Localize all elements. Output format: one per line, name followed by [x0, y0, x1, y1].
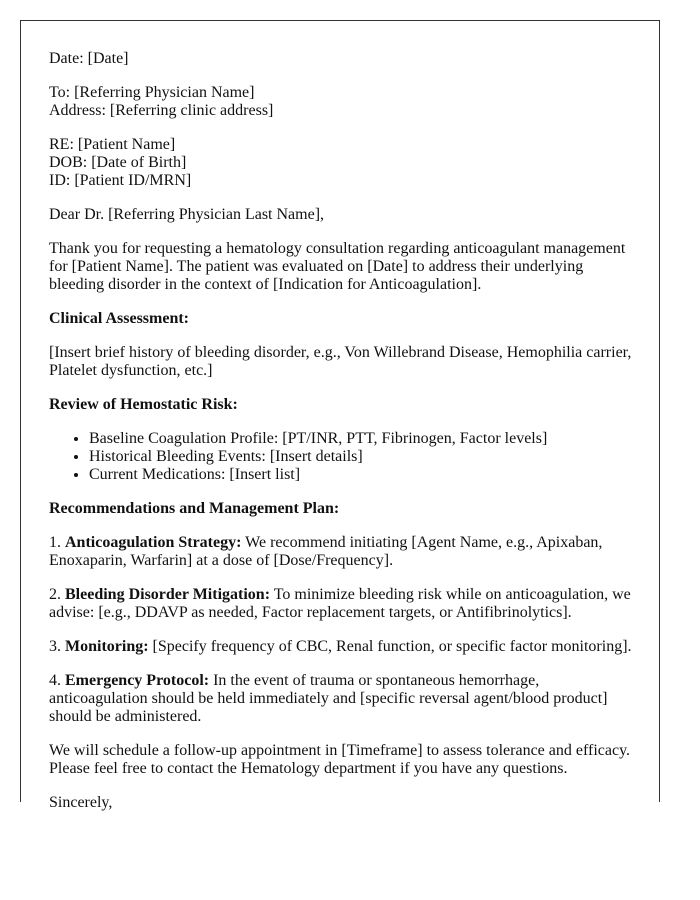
recommendation-item — [49, 638, 639, 656]
item-text: We recommend initiating [Agent Name, e.g., Apixaban, Enoxaparin, Warfarin] at a dose of [Dose/Frequency]. — [49, 534, 603, 569]
item-title: Anticoagulation Strategy: — [65, 534, 242, 551]
list-item: • Historical Bleeding Events: [Insert details] — [89, 448, 639, 466]
recipient-address: Address: [Referring clinic address] — [49, 102, 274, 119]
list-item: • Current Medications: [Insert list] — [89, 466, 639, 484]
item-number: 3. — [49, 638, 65, 655]
recommendation-item — [49, 672, 639, 726]
list-item: • Baseline Coagulation Profile: [PT/INR, PTT, Fibrinogen, Factor levels] — [89, 430, 639, 448]
signoff: Sincerely, — [49, 794, 113, 811]
recommendation-item — [49, 586, 639, 622]
letter-content — [49, 50, 639, 828]
item-number: 4. — [49, 672, 65, 689]
item-text: [Specify frequency of CBC, Renal function, or specific factor monitoring]. — [148, 638, 632, 655]
clinical-assessment-body: [Insert brief history of bleeding disorder, e.g., Von Willebrand Disease, Hemophilia carrier, Platelet dysfunction, etc.] — [49, 344, 632, 379]
item-title: Emergency Protocol: — [65, 672, 210, 689]
letter-page — [20, 20, 660, 811]
hemostatic-risk-list — [49, 430, 639, 484]
item-text: To minimize bleeding risk while on anticoagulation, we advise: [e.g., DDAVP as needed, Factor replacement targets, or Antifibrinolytics]. — [49, 586, 631, 621]
patient-id: ID: [Patient ID/MRN] — [49, 172, 192, 189]
item-title: Monitoring: — [65, 638, 149, 655]
item-text: In the event of trauma or spontaneous hemorrhage, anticoagulation should be held immediately and [specific reversal agent/blood product] should be administered. — [49, 672, 608, 725]
salutation: Dear Dr. [Referring Physician Last Name], — [49, 206, 325, 223]
date-line: Date: [Date] — [49, 50, 129, 67]
patient-block — [49, 136, 639, 190]
item-number: 1. — [49, 534, 65, 551]
intro-paragraph: Thank you for requesting a hematology consultation regarding anticoagulant management for [Patient Name]. The patient was evaluated on [Date] to address their underlying bleeding disorder in the context of [Indication for Anticoagulation]. — [49, 240, 626, 293]
closing-paragraph: We will schedule a follow-up appointment in [Timeframe] to assess tolerance and efficacy. Please feel free to contact the Hematology department if you have any questions. — [49, 742, 631, 777]
recipient-to: To: [Referring Physician Name] — [49, 84, 255, 101]
patient-dob: DOB: [Date of Birth] — [49, 154, 187, 171]
recommendation-item — [49, 534, 639, 570]
item-title: Bleeding Disorder Mitigation: — [65, 586, 271, 603]
recipient-block — [49, 84, 639, 120]
patient-re: RE: [Patient Name] — [49, 136, 176, 153]
hemostatic-risk-heading: Review of Hemostatic Risk: — [49, 396, 238, 413]
clinical-assessment-heading: Clinical Assessment: — [49, 310, 189, 327]
recommendations-heading: Recommendations and Management Plan: — [49, 500, 340, 517]
item-number: 2. — [49, 586, 65, 603]
